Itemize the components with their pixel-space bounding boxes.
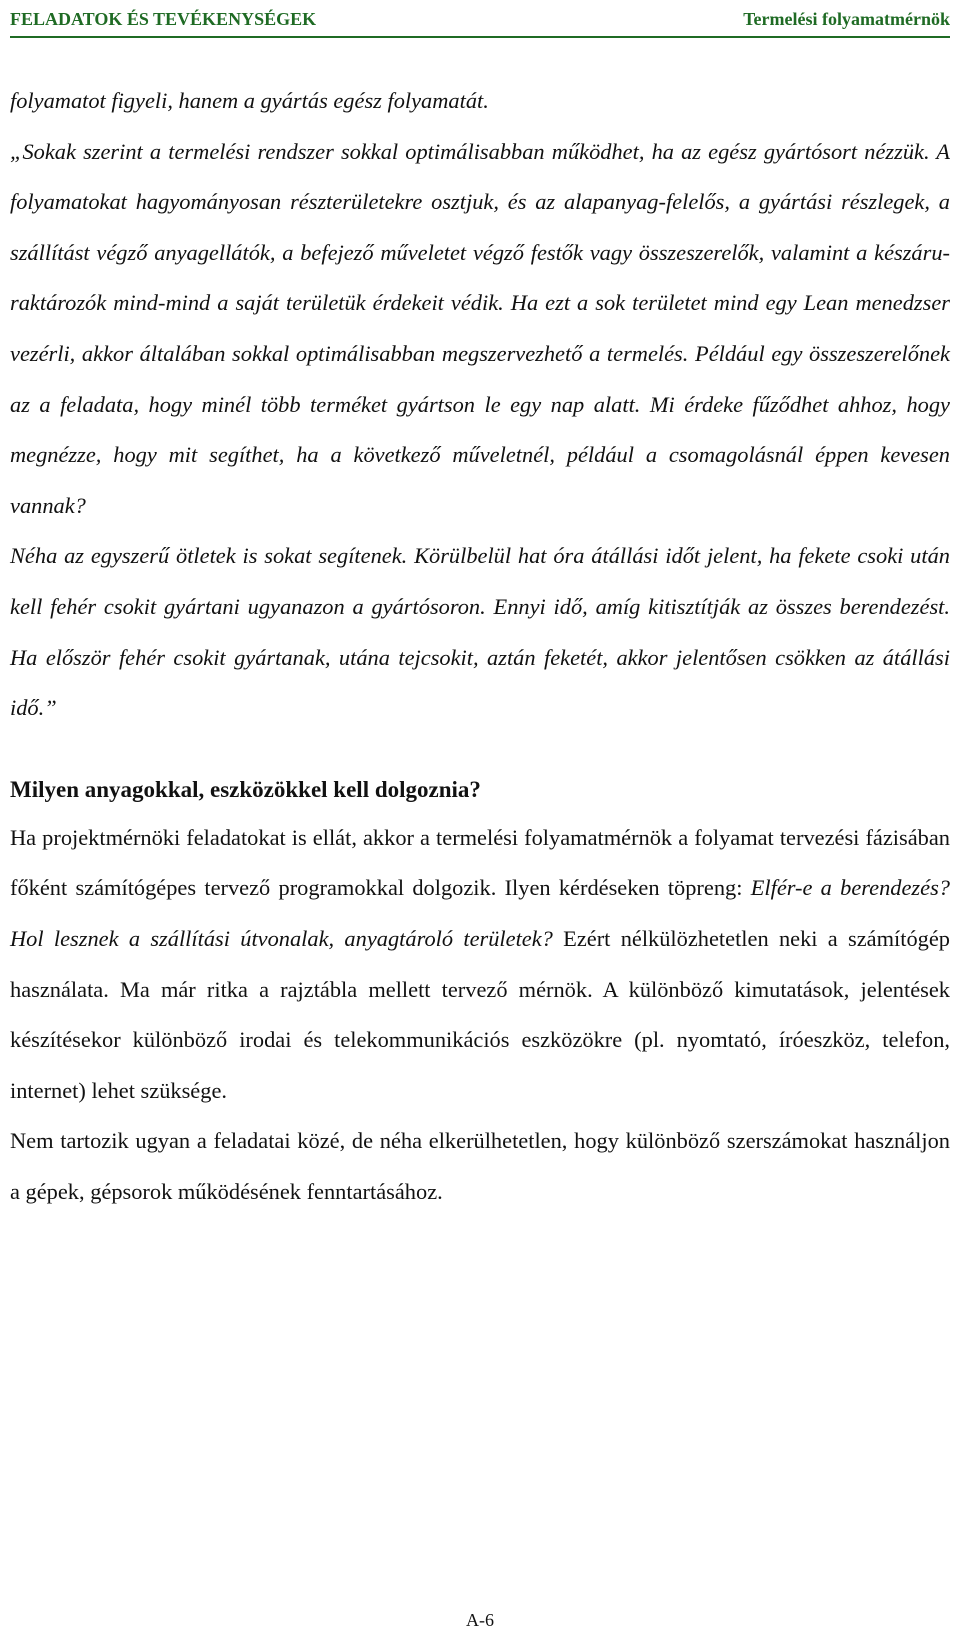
header-document-title: Termelési folyamatmérnök: [743, 8, 950, 29]
page-content: [10, 76, 950, 1217]
paragraph-tools: [10, 813, 950, 1117]
quote-paragraph-2: Néha az egyszerű ötletek is sokat segítenek. Körülbelül hat óra átállási időt jelent, ha fekete csoki után kell fehér csokit gyártani ugyanazon a gyártósoron. Ennyi idő, amíg kitisztítják az összes berendezést. Ha először fehér csokit gyártanak, utána tejcsokit, aztán feketét, akkor jelentősen csökken az átállási idő.”: [10, 543, 950, 721]
paragraph-tools-part-1: Ha projektmérnöki feladatokat is ellát, akkor a termelési folyamatmérnök a folyamat tervezési fázisában főként számítógépes tervező programokkal dolgozik. Ilyen kérdéseken töpreng:: [10, 824, 950, 901]
page-header: [10, 6, 950, 32]
page-number: A-6: [466, 1610, 494, 1630]
paragraph-tools-part-2: Ezért nélkülözhetetlen neki a számítógép használata. Ma már ritka a rajztábla mellett tervező mérnök. A különböző kimutatások, jelentések készítésekor különböző irodai és telekommunikációs eszközökre (pl. nyomtató, íróeszköz, telefon, internet) lehet szüksége.: [10, 925, 950, 1103]
section-heading: Milyen anyagokkal, eszközökkel kell dolgoznia?: [10, 776, 481, 802]
quote-paragraph-1: „Sokak szerint a termelési rendszer sokkal optimálisabban működhet, ha az egész gyártósort nézzük. A folyamatokat hagyományosan részterületekre osztjuk, és az alapanyag-felelős, a gyártási részlegek, a szállítást végző anyagellátók, a befejező műveletet végző festők vagy összeszerelők, valamint a készáru-raktározók mind-mind a saját területük érdekeit védik. Ha ezt a sok területet mind egy Lean menedzser vezérli, akkor általában sokkal optimálisabban megszervezhető a termelés. Például egy összeszerelőnek az a feladata, hogy minél több terméket gyártson le egy nap alatt. Mi érdeke fűződhet ahhoz, hogy megnézze, hogy mit segíthet, ha a következő műveletnél, például a csomagolásnál éppen kevesen vannak?: [10, 138, 950, 518]
paragraph-maintenance: Nem tartozik ugyan a feladatai közé, de néha elkerülhetetlen, hogy különböző szerszámokat használjon a gépek, gépsorok működésének fenntartásához.: [10, 1128, 950, 1204]
header-section-title: FELADATOK ÉS TEVÉKENYSÉGEK: [10, 8, 317, 29]
header-divider: [10, 36, 950, 38]
paragraph-tools-questions: Elfér-e a berendezés? Hol lesznek a szállítási útvonalak, anyagtároló területek?: [10, 875, 950, 951]
paragraph-continuation: folyamatot figyeli, hanem a gyártás egész folyamatát.: [10, 88, 489, 113]
